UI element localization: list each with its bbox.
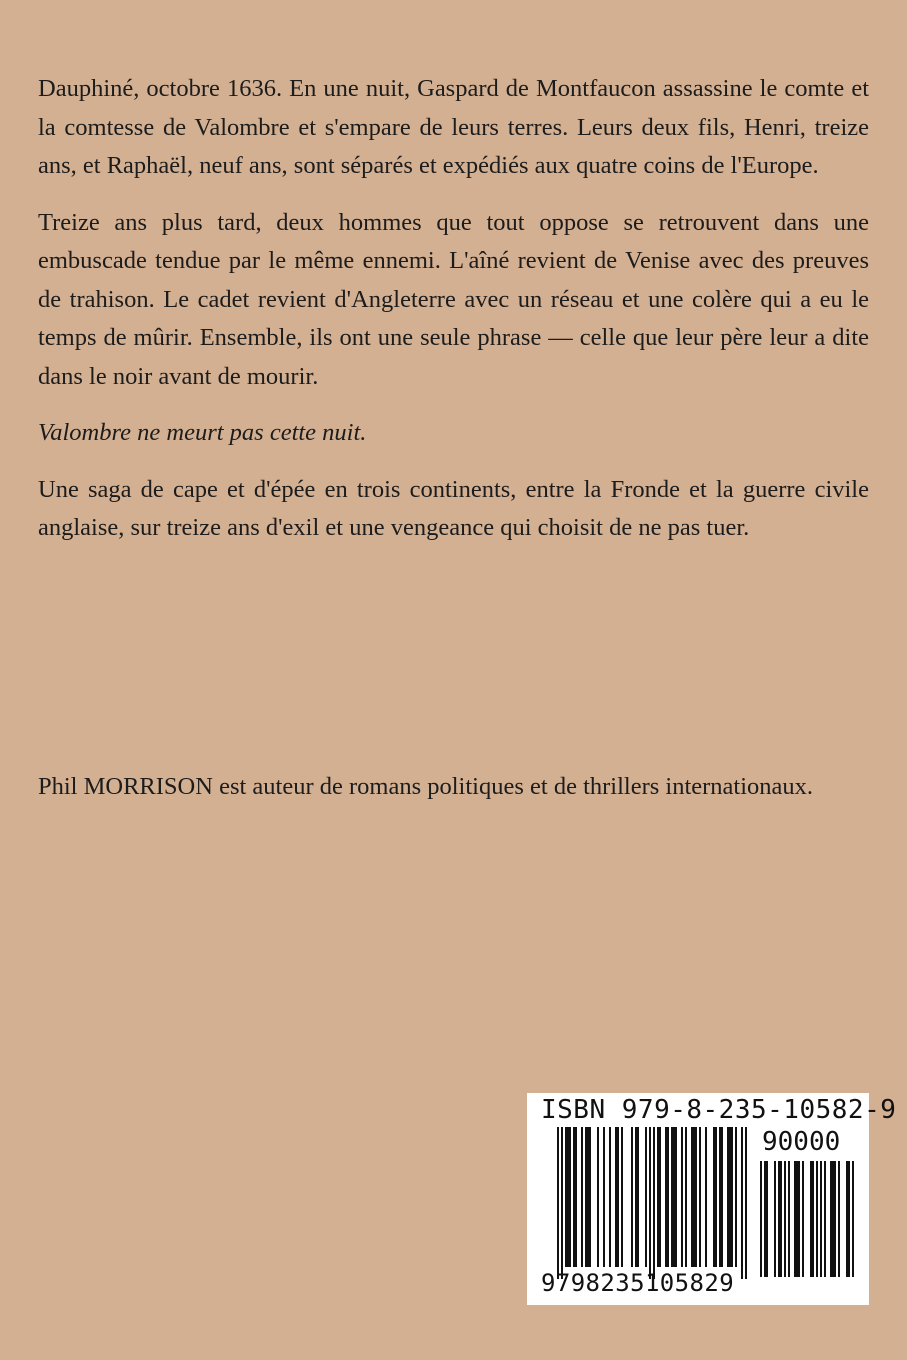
addon-bar: [852, 1161, 854, 1277]
addon-bar: [796, 1161, 798, 1277]
addon-bar: [810, 1161, 812, 1277]
blurb-paragraph-3: Une saga de cape et d'épée en trois continents, entre la Fronde et la guerre civile anglaise, sur treize ans d'exil et une vengeance qui choisit de ne pas tuer.: [38, 475, 869, 541]
barcode-bar: [603, 1127, 605, 1267]
barcode-bar: [667, 1127, 669, 1267]
barcode-bar: [715, 1127, 717, 1267]
author-bio: Phil MORRISON est auteur de romans politiques et de thrillers internationaux.: [38, 773, 814, 800]
addon-bar: [788, 1161, 790, 1277]
barcode-bar: [561, 1127, 563, 1279]
addon-bar: [812, 1161, 814, 1277]
barcode-bar: [727, 1127, 729, 1267]
barcode-bar: [741, 1127, 743, 1279]
addon-bar: [766, 1161, 768, 1277]
barcode-bar: [675, 1127, 677, 1267]
barcode-bar: [581, 1127, 583, 1267]
barcode-bar: [731, 1127, 733, 1267]
barcode-bar: [649, 1127, 651, 1279]
blurb-paragraph-1: Dauphiné, octobre 1636. En une nuit, Gaspard de Montfaucon assassine le comte et la comtesse de Valombre et s'empare de leurs terres. Leurs deux fils, Henri, treize ans, et Raphaël, neuf ans, sont séparés et expédiés aux quatre coins de l'Europe.: [38, 75, 869, 179]
barcode-bar: [705, 1127, 707, 1267]
barcode-bar: [695, 1127, 697, 1267]
barcode-bar: [567, 1127, 569, 1267]
barcode-bar: [685, 1127, 687, 1267]
barcode-bar: [621, 1127, 623, 1267]
addon-bar: [774, 1161, 776, 1277]
addon-bar: [784, 1161, 786, 1277]
barcode-bar: [617, 1127, 619, 1267]
barcode-bar: [609, 1127, 611, 1267]
barcode-bar: [713, 1127, 715, 1267]
barcode-bar: [635, 1127, 637, 1267]
barcode-bar: [615, 1127, 617, 1267]
barcode-bar: [565, 1127, 567, 1267]
barcode-bar: [665, 1127, 667, 1267]
barcode-bar: [631, 1127, 633, 1267]
barcode-bar: [589, 1127, 591, 1267]
blurb-tagline: Valombre ne meurt pas cette nuit.: [38, 419, 367, 446]
barcode-bar: [659, 1127, 661, 1267]
barcode-bar: [653, 1127, 655, 1279]
ean-digits: 9798235105829: [541, 1269, 735, 1297]
ean-barcode-bars: [557, 1127, 747, 1279]
addon-bar: [764, 1161, 766, 1277]
addon-bar: [832, 1161, 834, 1277]
barcode-bar: [573, 1127, 575, 1267]
barcode-bar: [681, 1127, 683, 1267]
price-addon-label: 90000: [762, 1127, 841, 1157]
barcode-bar: [721, 1127, 723, 1267]
barcode-bar: [729, 1127, 731, 1267]
barcode-bar: [673, 1127, 675, 1267]
addon-bar: [848, 1161, 850, 1277]
addon-bar: [794, 1161, 796, 1277]
addon-bar: [830, 1161, 832, 1277]
addon-bar: [838, 1161, 840, 1277]
barcode-bar: [745, 1127, 747, 1279]
barcode-bar: [645, 1127, 647, 1267]
addon-barcode-bars: [760, 1161, 854, 1277]
isbn-label: ISBN 979-8-235-10582-9: [541, 1095, 897, 1125]
addon-bar: [816, 1161, 818, 1277]
barcode-bar: [671, 1127, 673, 1267]
barcode-bar: [557, 1127, 559, 1279]
addon-bar: [780, 1161, 782, 1277]
barcode-bar: [693, 1127, 695, 1267]
blurb-paragraph-2: Treize ans plus tard, deux hommes que tout oppose se retrouvent dans une embuscade tendue par le même ennemi. L'aîné revient de Venise avec des preuves de trahison. Le cadet revient d'Angleterre avec un réseau et une colère qui a eu le temps de mûrir. Ensemble, ils ont une seule phrase — celle que leur père leur a dite dans le noir avant de mourir.: [38, 208, 869, 390]
addon-bar: [778, 1161, 780, 1277]
addon-bar: [820, 1161, 822, 1277]
addon-bar: [824, 1161, 826, 1277]
addon-bar: [798, 1161, 800, 1277]
barcode-bar: [637, 1127, 639, 1267]
barcode-bar: [585, 1127, 587, 1267]
barcode-bar: [735, 1127, 737, 1267]
barcode-bar: [575, 1127, 577, 1267]
barcode-bar: [719, 1127, 721, 1267]
barcode-bar: [597, 1127, 599, 1267]
back-cover-blurb: [38, 70, 869, 566]
addon-bar: [846, 1161, 848, 1277]
isbn-barcode-box: [527, 1093, 897, 1305]
addon-bar: [760, 1161, 762, 1277]
barcode-bar: [691, 1127, 693, 1267]
barcode-bar: [699, 1127, 701, 1267]
barcode-bar: [657, 1127, 659, 1267]
barcode-bar: [569, 1127, 571, 1267]
addon-bar: [834, 1161, 836, 1277]
barcode-bar: [587, 1127, 589, 1267]
addon-bar: [802, 1161, 804, 1277]
